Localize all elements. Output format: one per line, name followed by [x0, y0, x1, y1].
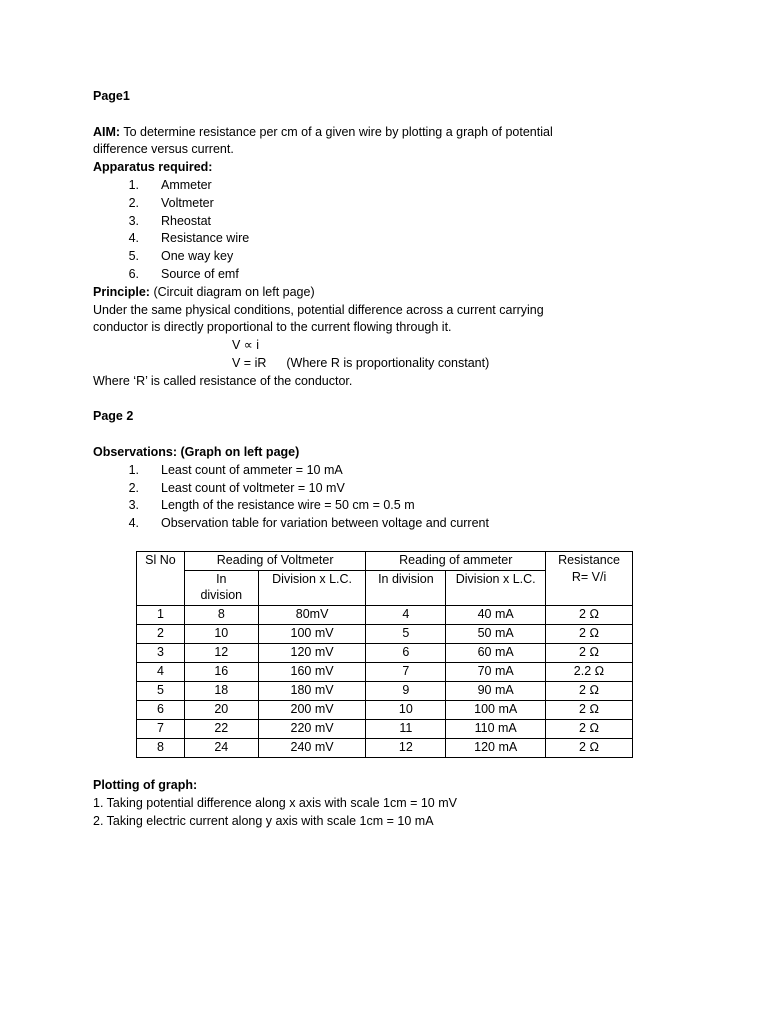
cell-sl-no: 6 — [137, 701, 185, 720]
cell-a-division: 10 — [366, 701, 446, 720]
cell-v-value: 100 mV — [258, 625, 366, 644]
observation-item-1 — [93, 462, 653, 480]
table-row — [137, 625, 633, 644]
list-text: Least count of ammeter = 10 mA — [161, 462, 343, 477]
apparatus-list — [93, 177, 653, 284]
header-resistance-label: Resistance — [558, 553, 620, 567]
observation-item-3 — [93, 497, 653, 515]
list-number: 6. — [128, 266, 139, 281]
cell-v-division: 10 — [184, 625, 258, 644]
page2-label: Page 2 — [93, 409, 134, 424]
header-ammeter: Reading of ammeter — [366, 552, 546, 571]
plotting-step-2: 2. Taking electric current along y axis with scale 1cm = 10 mA — [93, 813, 434, 828]
header-voltmeter: Reading of Voltmeter — [184, 552, 366, 571]
table-row — [137, 701, 633, 720]
cell-a-value: 70 mA — [446, 663, 546, 682]
list-number: 3. — [128, 498, 139, 513]
header-a-in-division: In division — [366, 571, 446, 606]
aim-label: AIM: — [93, 124, 121, 139]
cell-v-division: 22 — [184, 720, 258, 739]
cell-a-division: 11 — [366, 720, 446, 739]
cell-v-division: 16 — [184, 663, 258, 682]
list-text: Least count of voltmeter = 10 mV — [161, 480, 345, 495]
cell-a-division: 9 — [366, 682, 446, 701]
principle-text-2: conductor is directly proportional to the current flowing through it. — [93, 320, 452, 335]
observation-item-2 — [93, 480, 653, 498]
principle-note: (Circuit diagram on left page) — [149, 284, 315, 299]
observation-table-body — [137, 606, 633, 758]
formula-note: (Where R is proportionality constant) — [286, 355, 490, 370]
cell-v-value: 240 mV — [258, 739, 366, 758]
cell-a-division: 12 — [366, 739, 446, 758]
table-row — [137, 606, 633, 625]
list-number: 5. — [128, 249, 139, 264]
formula-ohms-law — [93, 355, 653, 373]
apparatus-item-4 — [93, 230, 653, 248]
conclusion-text: Where ‘R’ is called resistance of the conductor. — [93, 373, 353, 388]
list-number: 2. — [128, 480, 139, 495]
cell-v-division: 18 — [184, 682, 258, 701]
cell-v-division: 8 — [184, 606, 258, 625]
table-row — [137, 739, 633, 758]
table-row — [137, 663, 633, 682]
cell-sl-no: 2 — [137, 625, 185, 644]
document-page-content — [93, 88, 653, 533]
cell-v-division: 24 — [184, 739, 258, 758]
aim-text: To determine resistance per cm of a given wire by plotting a graph of potential — [120, 124, 553, 139]
list-text: Rheostat — [161, 213, 212, 228]
cell-resistance: 2.2 Ω — [546, 663, 633, 682]
list-number: 1. — [128, 462, 139, 477]
cell-v-value: 200 mV — [258, 701, 366, 720]
table-row — [137, 682, 633, 701]
cell-a-division: 4 — [366, 606, 446, 625]
cell-sl-no: 5 — [137, 682, 185, 701]
header-resistance-formula: R= V/i — [571, 570, 607, 584]
cell-resistance: 2 Ω — [546, 701, 633, 720]
plotting-section — [93, 777, 653, 830]
list-text: Source of emf — [161, 266, 239, 281]
apparatus-item-3 — [93, 213, 653, 231]
cell-resistance: 2 Ω — [546, 644, 633, 663]
cell-a-value: 60 mA — [446, 644, 546, 663]
plotting-step-1: 1. Taking potential difference along x axis with scale 1cm = 10 mV — [93, 795, 457, 810]
cell-v-value: 220 mV — [258, 720, 366, 739]
principle-label: Principle: — [93, 284, 150, 299]
cell-resistance: 2 Ω — [546, 720, 633, 739]
cell-sl-no: 4 — [137, 663, 185, 682]
cell-a-division: 6 — [366, 644, 446, 663]
observations-list — [93, 462, 653, 533]
list-number: 3. — [128, 213, 139, 228]
header-sl-no: Sl No — [137, 552, 185, 606]
header-a-division-lc: Division x L.C. — [446, 571, 546, 606]
header-v-division-lc: Division x L.C. — [258, 571, 366, 606]
cell-resistance: 2 Ω — [546, 739, 633, 758]
formula-main: V = iR — [232, 355, 267, 370]
plotting-heading: Plotting of graph: — [93, 778, 198, 792]
list-text: One way key — [161, 249, 234, 264]
apparatus-item-1 — [93, 177, 653, 195]
cell-v-division: 12 — [184, 644, 258, 663]
principle-line — [93, 284, 653, 302]
list-text: Ammeter — [161, 177, 212, 192]
cell-resistance: 2 Ω — [546, 682, 633, 701]
cell-v-value: 180 mV — [258, 682, 366, 701]
list-number: 4. — [128, 516, 139, 531]
cell-a-division: 7 — [366, 663, 446, 682]
observation-table — [136, 551, 633, 758]
apparatus-heading: Apparatus required: — [93, 160, 213, 175]
cell-resistance: 2 Ω — [546, 625, 633, 644]
cell-a-value: 110 mA — [446, 720, 546, 739]
cell-a-value: 40 mA — [446, 606, 546, 625]
list-text: Length of the resistance wire = 50 cm = 0.5 m — [161, 498, 415, 513]
cell-a-value: 120 mA — [446, 739, 546, 758]
list-number: 1. — [128, 177, 139, 192]
list-text: Observation table for variation between voltage and current — [161, 516, 489, 531]
table-row — [137, 720, 633, 739]
aim-line-2: difference versus current. — [93, 142, 234, 157]
apparatus-item-2 — [93, 195, 653, 213]
header-v-in-division: In division — [184, 571, 258, 606]
list-text: Resistance wire — [161, 231, 250, 246]
cell-sl-no: 3 — [137, 644, 185, 663]
cell-a-value: 100 mA — [446, 701, 546, 720]
cell-a-division: 5 — [366, 625, 446, 644]
list-text: Voltmeter — [161, 195, 214, 210]
list-number: 2. — [128, 195, 139, 210]
cell-v-value: 120 mV — [258, 644, 366, 663]
table-row — [137, 644, 633, 663]
cell-v-value: 80mV — [258, 606, 366, 625]
header-resistance — [546, 552, 633, 606]
cell-a-value: 90 mA — [446, 682, 546, 701]
principle-text-1: Under the same physical conditions, potential difference across a current carrying — [93, 302, 544, 317]
page1-label: Page1 — [93, 89, 130, 103]
list-number: 4. — [128, 231, 139, 246]
cell-sl-no: 8 — [137, 739, 185, 758]
cell-v-division: 20 — [184, 701, 258, 720]
apparatus-item-6 — [93, 266, 653, 284]
cell-sl-no: 1 — [137, 606, 185, 625]
apparatus-item-5 — [93, 248, 653, 266]
observations-heading: Observations: (Graph on left page) — [93, 444, 300, 459]
aim-line-1 — [93, 124, 653, 142]
observation-item-4 — [93, 515, 653, 533]
cell-v-value: 160 mV — [258, 663, 366, 682]
cell-sl-no: 7 — [137, 720, 185, 739]
cell-a-value: 50 mA — [446, 625, 546, 644]
cell-resistance: 2 Ω — [546, 606, 633, 625]
formula-proportional: V ∝ i — [232, 338, 259, 353]
